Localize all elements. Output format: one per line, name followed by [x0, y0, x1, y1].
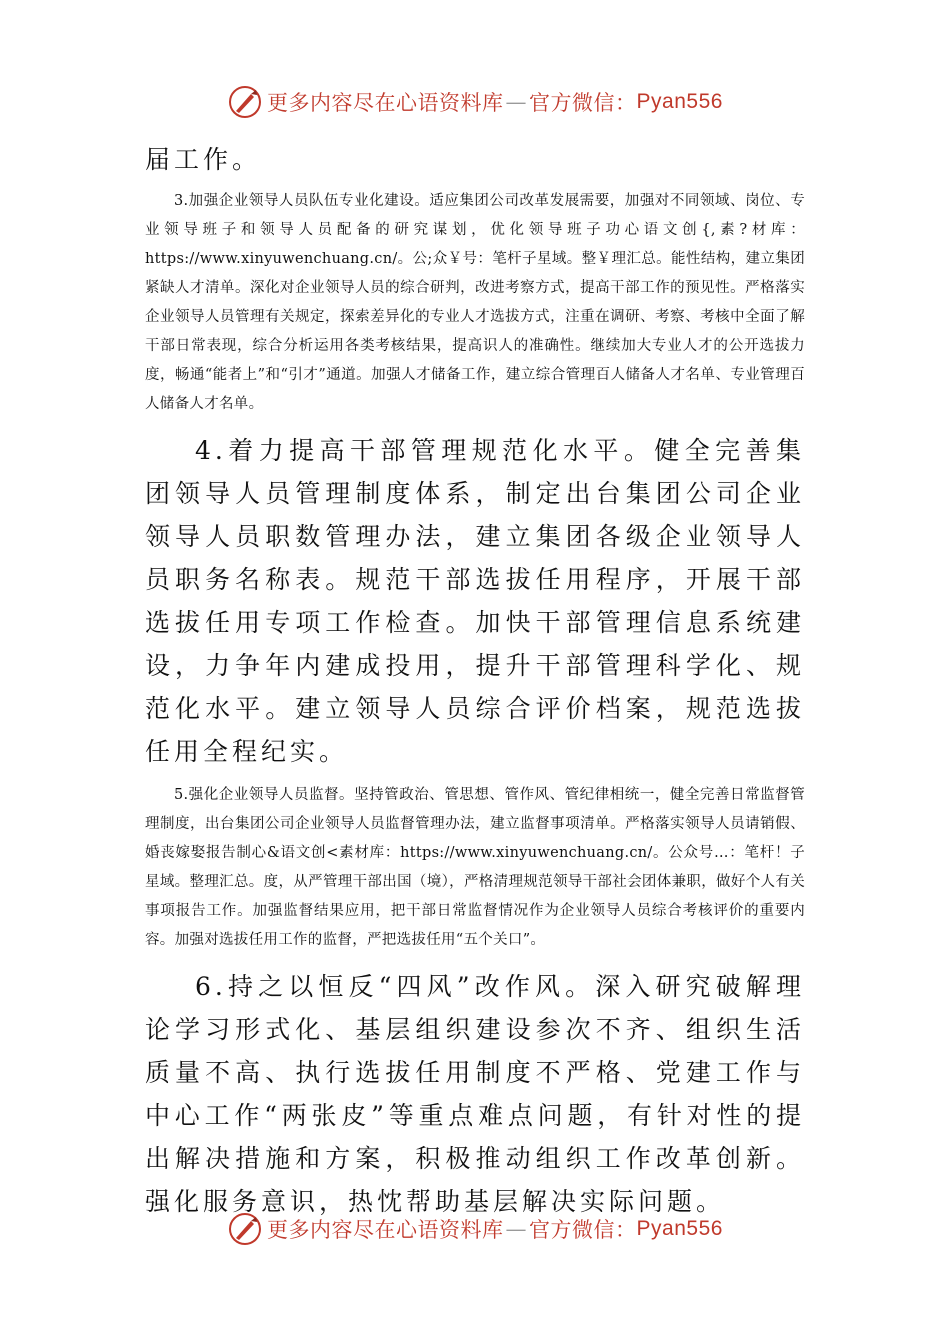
header-watermark-banner [0, 82, 950, 122]
banner-main-text: 更多内容尽在心语资料库 [267, 91, 504, 115]
banner-suffix-text: 官方微信： [529, 91, 637, 115]
paragraph-item-5: 5.强化企业领导人员监督。坚持管政治、管思想、管作风、管纪律相统一，健全完善日常监督管理制度，出台集团公司企业领导人员监督管理办法，建立监督事项清单。严格落实领导人员请销假、婚丧嫁娶报告制心&语文创<素材库：https://www.xinyuwenchuang.cn/。公众号…：笔杆！子星域。整理汇总。度，从严管理干部出国（境），严格清理规范领导干部社会团体兼职，做好个人有关事项报告工作。加强监督结果应用，把干部日常监督情况作为企业领导人员综合考核评价的重要内容。加强对选拔任用工作的监督，严把选拔任用“五个关口”。 [145, 787, 805, 948]
banner-main-text: 更多内容尽在心语资料库 [267, 1218, 504, 1242]
quill-logo-icon [227, 84, 263, 120]
paragraph-item-3: 3.加强企业领导人员队伍专业化建设。适应集团公司改革发展需要，加强对不同领域、岗位、专业领导班子和领导人员配备的研究谋划，优化领导班子功心语文创{,素?材库：https://www.xinyuwenchuang.cn/。公;众￥号：笔杆子星域。整￥理汇总。能性结构，建立集团紧缺人才清单。深化对企业领导人员的综合研判，改进考察方式，提高干部工作的预见性。严格落实企业领导人员管理有关规定，探索差异化的专业人才选拔方式，注重在调研、考察、考核中全面了解干部日常表现，综合分析运用各类考核结果，提高识人的准确性。继续加大专业人才的公开选拔力度，畅通“能者上”和“引才”通道。加强人才储备工作，建立综合管理百人储备人才名单、专业管理百人储备人才名单。 [145, 193, 805, 412]
footer-watermark-banner [0, 1209, 950, 1249]
banner-dash: — [505, 1217, 528, 1241]
paragraph-item-6: 6.持之以恒反“四风”改作风。深入研究破解理论学习形式化、基层组织建设参次不齐、组织生活质量不高、执行选拔任用制度不严格、党建工作与中心工作“两张皮”等重点难点问题，有针对性的提出解决措施和方案，积极推动组织工作改革创新。强化服务意识，热忱帮助基层解决实际问题。 [145, 972, 805, 1216]
paragraph-item-4: 4.着力提高干部管理规范化水平。健全完善集团领导人员管理制度体系，制定出台集团公司企业领导人员职数管理办法，建立集团各级企业领导人员职务名称表。规范干部选拔任用程序，开展干部选拔任用专项工作检查。加快干部管理信息系统建设，力争年内建成投用，提升干部管理科学化、规范化水平。建立领导人员综合评价档案，规范选拔任用全程纪实。 [145, 436, 805, 766]
banner-suffix-text: 官方微信： [529, 1218, 637, 1242]
document-body [145, 138, 805, 1223]
quill-logo-icon [227, 1211, 263, 1247]
paragraph-continuation: 届工作。 [145, 145, 262, 174]
banner-dash: — [505, 90, 528, 114]
banner-wechat-id: Pyan556 [636, 90, 723, 113]
banner-wechat-id: Pyan556 [636, 1217, 723, 1240]
